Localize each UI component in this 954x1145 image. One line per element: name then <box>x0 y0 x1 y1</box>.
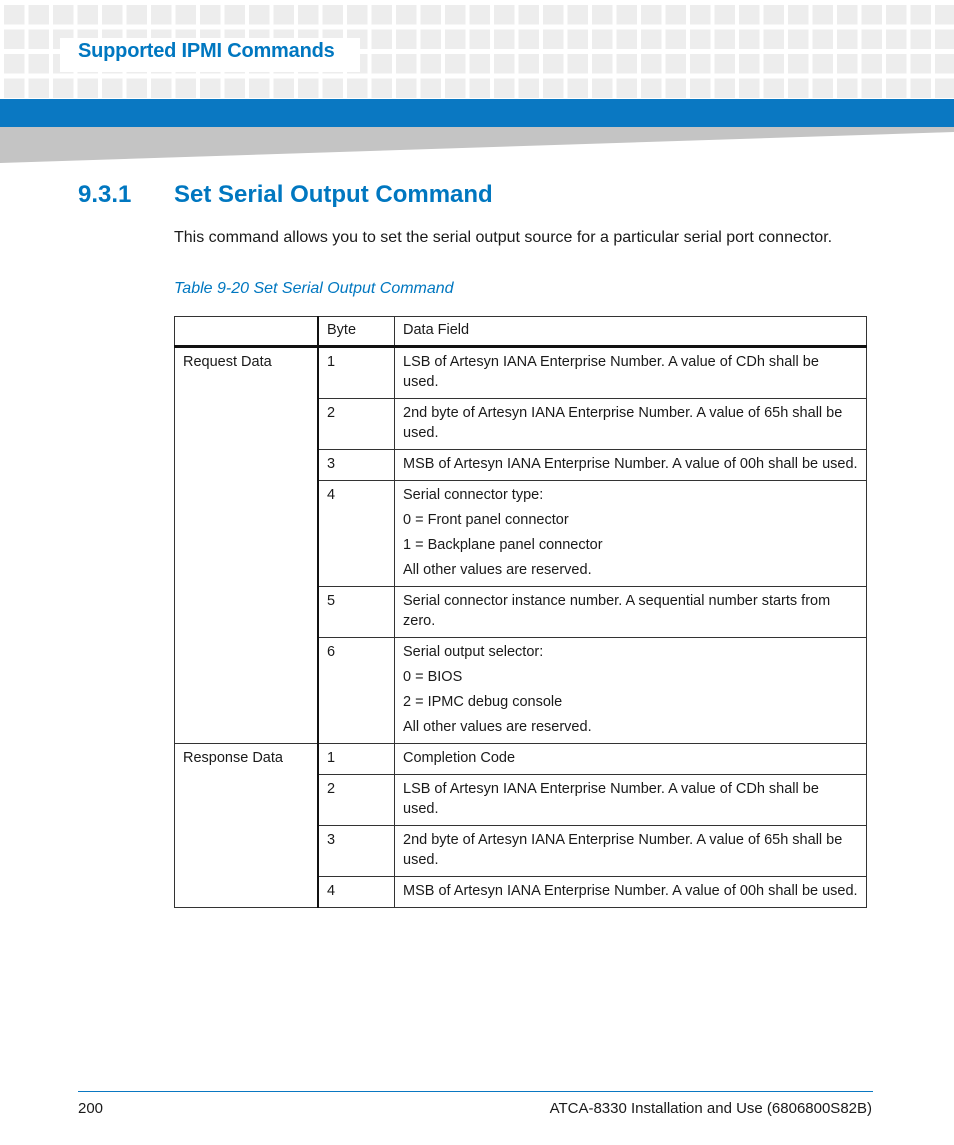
command-table-body <box>175 317 867 908</box>
table-row <box>175 347 867 399</box>
header-cell-byte: Byte <box>318 317 395 347</box>
section-header-title: Supported IPMI Commands <box>78 40 335 62</box>
data-field-cell <box>395 481 867 587</box>
data-field-line: 0 = Front panel connector <box>403 512 569 528</box>
byte-cell: 2 <box>318 399 395 450</box>
header-cell-group <box>175 317 319 347</box>
data-field-cell <box>395 347 867 399</box>
footer-document-title: ATCA-8330 Installation and Use (6806800S82B) <box>549 1100 872 1117</box>
data-field-cell <box>395 877 867 908</box>
data-field-line: Serial connector instance number. A sequential number starts from zero. <box>403 593 831 629</box>
data-field-cell <box>395 775 867 826</box>
header-grey-wedge <box>0 127 954 163</box>
byte-cell: 6 <box>318 638 395 744</box>
header-cell-data-field: Data Field <box>395 317 867 347</box>
data-field-line: 0 = BIOS <box>403 669 463 685</box>
byte-cell: 3 <box>318 450 395 481</box>
data-field-line: Serial output selector: <box>403 644 544 660</box>
table-header-row <box>175 317 867 347</box>
data-field-line: LSB of Artesyn IANA Enterprise Number. A value of CDh shall be used. <box>403 781 819 817</box>
group-label-cell: Response Data <box>175 744 319 908</box>
data-field-line: 2nd byte of Artesyn IANA Enterprise Number. A value of 65h shall be used. <box>403 405 843 441</box>
byte-cell: 4 <box>318 481 395 587</box>
data-field-line: 2 = IPMC debug console <box>403 694 563 710</box>
data-field-line: LSB of Artesyn IANA Enterprise Number. A value of CDh shall be used. <box>403 354 819 390</box>
section-number: 9.3.1 <box>78 181 132 208</box>
group-label-cell: Request Data <box>175 347 319 744</box>
data-field-cell <box>395 638 867 744</box>
footer-page-number: 200 <box>78 1100 104 1117</box>
byte-cell: 1 <box>318 347 395 399</box>
data-field-cell <box>395 450 867 481</box>
data-field-line: 1 = Backplane panel connector <box>403 537 603 553</box>
data-field-cell <box>395 826 867 877</box>
byte-cell: 1 <box>318 744 395 775</box>
data-field-line: All other values are reserved. <box>403 562 592 578</box>
byte-cell: 4 <box>318 877 395 908</box>
byte-cell: 2 <box>318 775 395 826</box>
intro-paragraph: This command allows you to set the serial output source for a particular serial port connector. <box>174 229 833 246</box>
data-field-line: All other values are reserved. <box>403 719 592 735</box>
command-table <box>174 316 867 908</box>
footer-rule <box>78 1091 873 1092</box>
byte-cell: 3 <box>318 826 395 877</box>
byte-cell: 5 <box>318 587 395 638</box>
section-title: Set Serial Output Command <box>174 181 493 208</box>
data-field-cell <box>395 399 867 450</box>
table-row <box>175 744 867 775</box>
data-field-cell <box>395 587 867 638</box>
header-blue-bar <box>0 99 954 127</box>
data-field-line: 2nd byte of Artesyn IANA Enterprise Number. A value of 65h shall be used. <box>403 832 843 868</box>
table-caption: Table 9-20 Set Serial Output Command <box>174 280 454 297</box>
data-field-line: MSB of Artesyn IANA Enterprise Number. A value of 00h shall be used. <box>403 883 858 899</box>
section-heading <box>78 181 493 209</box>
data-field-line: Serial connector type: <box>403 487 544 503</box>
data-field-line: MSB of Artesyn IANA Enterprise Number. A value of 00h shall be used. <box>403 456 858 472</box>
data-field-line: Completion Code <box>403 750 516 766</box>
data-field-cell <box>395 744 867 775</box>
